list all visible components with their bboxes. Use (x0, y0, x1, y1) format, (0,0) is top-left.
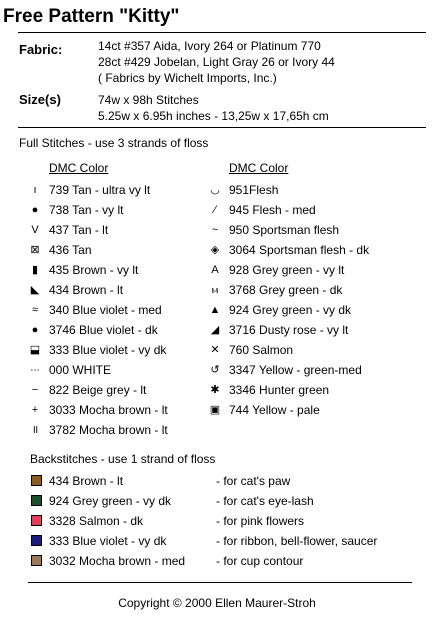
right-symbol-icon: ↺ (210, 364, 220, 376)
left-floss-label: 822 Beige grey - lt (49, 383, 147, 397)
section-divider (18, 127, 426, 128)
fabric-line-1: 14ct #357 Aida, Ivory 264 or Platinum 770 (98, 39, 321, 53)
backstitch-usage-label: - for ribbon, bell-flower, saucer (216, 534, 378, 548)
right-symbol-icon: ✱ (210, 384, 220, 396)
full-stitches-heading: Full Stitches - use 3 strands of floss (19, 136, 209, 150)
left-symbol-icon: ▮ (31, 264, 39, 276)
left-symbol-icon: ≈ (31, 304, 39, 316)
backstitch-color-swatch (31, 535, 42, 546)
right-symbol-icon: ∕ (214, 204, 216, 216)
left-symbol-icon: ● (31, 324, 39, 336)
right-floss-label: 3716 Dusty rose - vy lt (229, 323, 349, 337)
left-floss-label: 333 Blue violet - vy dk (49, 343, 167, 357)
dmc-color-header-left: DMC Color (49, 161, 109, 175)
right-floss-label: 744 Yellow - pale (229, 403, 320, 417)
dmc-color-header-right: DMC Color (229, 161, 289, 175)
left-symbol-icon: ◣ (30, 284, 40, 296)
left-symbol-icon: ॥ (31, 424, 39, 436)
right-symbol-icon: ◈ (210, 244, 220, 256)
right-floss-label: 3064 Sportsman flesh - dk (229, 243, 370, 257)
right-floss-label: 3347 Yellow - green-med (229, 363, 362, 377)
right-symbol-icon: ▲ (209, 304, 221, 316)
left-floss-label: 3746 Blue violet - dk (49, 323, 158, 337)
fabric-line-3: ( Fabrics by Wichelt Imports, Inc.) (98, 71, 277, 85)
backstitch-floss-label: 924 Grey green - vy dk (49, 494, 172, 508)
right-floss-label: 924 Grey green - vy dk (229, 303, 352, 317)
right-floss-label: 3346 Hunter green (229, 383, 330, 397)
right-symbol-icon: ✕ (210, 344, 220, 356)
right-symbol-icon: ▣ (209, 404, 221, 416)
left-floss-label: 000 WHITE (49, 363, 112, 377)
right-floss-label: 945 Flesh - med (229, 203, 316, 217)
right-floss-label: 3768 Grey green - dk (229, 283, 343, 297)
right-floss-label: 928 Grey green - vy lt (229, 263, 345, 277)
backstitch-floss-label: 333 Blue violet - vy dk (49, 534, 167, 548)
backstitch-usage-label: - for pink flowers (216, 514, 305, 528)
left-symbol-icon: ∙∙∙ (30, 364, 40, 376)
right-symbol-icon: ◡ (210, 184, 220, 196)
backstitch-usage-label: - for cat's eye-lash (216, 494, 314, 508)
backstitch-color-swatch (31, 475, 42, 486)
copyright-text: Copyright © 2000 Ellen Maurer-Stroh (118, 596, 316, 610)
right-symbol-icon: A (211, 264, 219, 276)
right-floss-label: 951Flesh (229, 183, 279, 197)
left-floss-label: 340 Blue violet - med (49, 303, 162, 317)
right-symbol-icon: ~ (211, 224, 219, 236)
page-title: Free Pattern "Kitty" (3, 6, 180, 27)
right-symbol-icon: ⲙ (211, 284, 219, 296)
backstitch-usage-label: - for cat's paw (216, 474, 291, 488)
size-line-1: 74w x 98h Stitches (98, 93, 199, 107)
backstitch-floss-label: 3032 Mocha brown - med (49, 554, 186, 568)
right-floss-label: 760 Salmon (229, 343, 294, 357)
footer-divider (28, 582, 412, 583)
backstitch-color-swatch (31, 495, 42, 506)
left-floss-label: 3782 Mocha brown - lt (49, 423, 168, 437)
left-floss-label: 3033 Mocha brown - lt (49, 403, 168, 417)
title-divider (18, 32, 426, 33)
left-symbol-icon: ı (33, 184, 37, 196)
size-label: Size(s) (19, 92, 61, 107)
right-symbol-icon: ◢ (210, 324, 220, 336)
left-floss-label: 739 Tan - ultra vy lt (49, 183, 151, 197)
left-symbol-icon: + (31, 404, 39, 416)
left-symbol-icon: V (31, 224, 39, 236)
left-floss-label: 435 Brown - vy lt (49, 263, 139, 277)
left-floss-label: 437 Tan - lt (49, 223, 109, 237)
fabric-label: Fabric: (19, 42, 63, 57)
left-floss-label: 436 Tan (49, 243, 92, 257)
right-floss-label: 950 Sportsman flesh (229, 223, 340, 237)
backstitch-floss-label: 434 Brown - lt (49, 474, 124, 488)
backstitch-color-swatch (31, 555, 42, 566)
left-symbol-icon: ⬓ (29, 344, 41, 356)
left-symbol-icon: ⊠ (30, 244, 40, 256)
left-symbol-icon: ● (31, 204, 39, 216)
left-floss-label: 738 Tan - vy lt (49, 203, 124, 217)
backstitch-floss-label: 3328 Salmon - dk (49, 514, 144, 528)
size-line-2: 5.25w x 6.95h inches - 13,25w x 17,65h cm (98, 109, 329, 123)
left-floss-label: 434 Brown - lt (49, 283, 124, 297)
left-symbol-icon: − (31, 384, 39, 396)
backstitch-color-swatch (31, 515, 42, 526)
fabric-line-2: 28ct #429 Jobelan, Light Gray 26 or Ivory 44 (98, 55, 335, 69)
backstitches-heading: Backstitches - use 1 strand of floss (30, 452, 216, 466)
backstitch-usage-label: - for cup contour (216, 554, 304, 568)
